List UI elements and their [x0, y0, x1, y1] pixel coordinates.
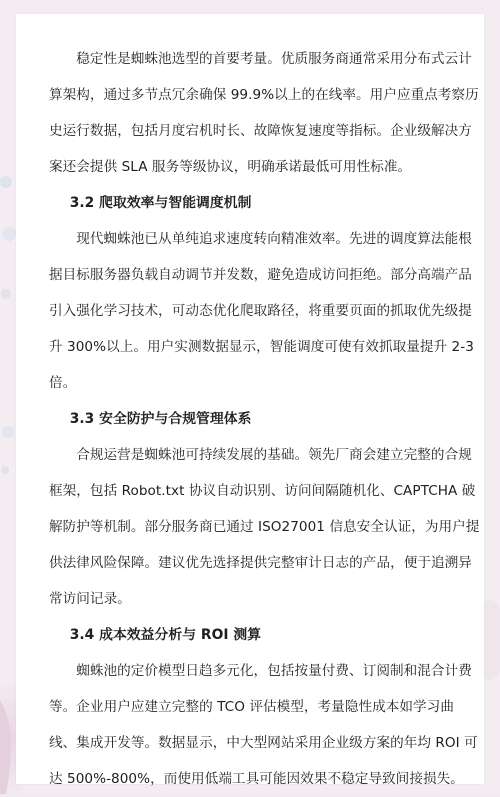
- document-page: [16, 14, 484, 787]
- paragraph-security: 合规运营是蜘蛛池可持续发展的基础。领先厂商会建立完整的合规框架，包括 Robot.txt 协议自动识别、访问间隔随机化、CAPTCHA 破解防护等机制。部分服务商已通过 ISO27001 信息安全认证，为用户提供法律风险保障。建议优先选择提供完整审计日志的产品，便于追溯异常访问记录。: [49, 447, 480, 607]
- heading-3-2: 3.2 爬取效率与智能调度机制: [69, 195, 252, 211]
- document-body: [49, 41, 481, 797]
- paragraph-cost: 蜘蛛池的定价模型日趋多元化，包括按量付费、订阅制和混合计费等。企业用户应建立完整的 TCO 评估模型，考量隐性成本如学习曲线、集成开发等。数据显示，中大型网站采用企业级方案的年均 ROI 可达 500%-800%，而使用低端工具可能因效果不稳定导致间接损失。: [49, 663, 478, 787]
- paragraph-stability: 稳定性是蜘蛛池选型的首要考量。优质服务商通常采用分布式云计算架构，通过多节点冗余确保 99.9%以上的在线率。用户应重点考察历史运行数据，包括月度宕机时长、故障恢复速度等指标。企业级解决方案还会提供 SLA 服务等级协议，明确承诺最低可用性标准。: [49, 51, 479, 175]
- heading-3-4: 3.4 成本效益分析与 ROI 测算: [69, 627, 262, 643]
- paragraph-efficiency: 现代蜘蛛池已从单纯追求速度转向精准效率。先进的调度算法能根据目标服务器负载自动调节并发数，避免造成访问拒绝。部分高端产品引入强化学习技术，可动态优化爬取路径，将重要页面的抓取优先级提升 300%以上。用户实测数据显示，智能调度可使有效抓取量提升 2-3 倍。: [49, 231, 474, 391]
- heading-3-3: 3.3 安全防护与合规管理体系: [69, 411, 252, 427]
